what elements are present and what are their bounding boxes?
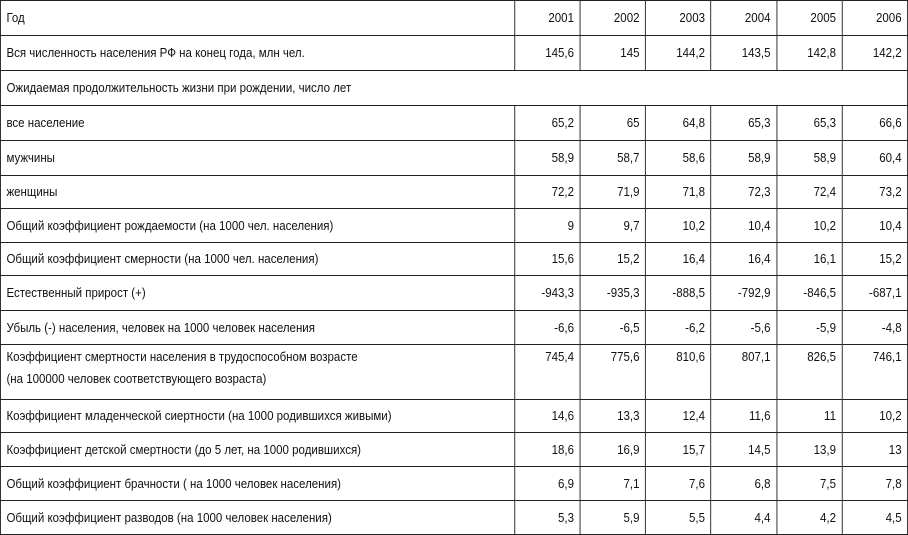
value-cell: 10,2	[842, 400, 908, 433]
value-cell: -846,5	[776, 276, 842, 311]
table-row	[0, 345, 907, 400]
value-cell: 11	[776, 400, 842, 433]
value-cell: 60,4	[842, 141, 908, 176]
value-cell: 71,8	[645, 176, 711, 209]
value-cell: -5,9	[776, 311, 842, 345]
year-cell: 2005	[776, 1, 842, 36]
value-cell: 16,4	[645, 243, 711, 276]
value-cell: 10,2	[776, 209, 842, 243]
value-cell: 7,6	[645, 467, 711, 501]
value-cell: -6,2	[645, 311, 711, 345]
value-cell: 5,5	[645, 501, 711, 535]
value-cell: 144,2	[645, 36, 711, 71]
value-cell: -935,3	[580, 276, 646, 311]
value-cell: 13	[842, 433, 908, 467]
value-cell: 71,9	[580, 176, 646, 209]
value-cell: 10,4	[842, 209, 908, 243]
value-cell: 7,8	[842, 467, 908, 501]
value-cell: 15,2	[842, 243, 908, 276]
year-cell: 2002	[580, 1, 646, 36]
value-cell: 15,6	[514, 243, 580, 276]
value-cell: -4,8	[842, 311, 908, 345]
value-cell: 72,3	[711, 176, 777, 209]
value-cell: 12,4	[645, 400, 711, 433]
row-label: Коэффициент детской смертности (до 5 лет, на 1000 родившихся)	[0, 433, 514, 467]
header-label-cell: Год	[0, 1, 514, 36]
value-cell: 16,4	[711, 243, 777, 276]
value-cell: 142,2	[842, 36, 908, 71]
value-cell: 145	[580, 36, 646, 71]
table-row	[0, 311, 907, 345]
value-cell: 18,6	[514, 433, 580, 467]
value-cell: 810,6	[645, 345, 711, 400]
value-cell: 66,6	[842, 106, 908, 141]
table-row	[0, 400, 907, 433]
row-label: Коэффициент младенческой сиертности (на 1000 родившихся живыми)	[0, 400, 514, 433]
year-cell: 2003	[645, 1, 711, 36]
section-row	[0, 71, 907, 106]
value-cell: 73,2	[842, 176, 908, 209]
value-cell: 58,9	[776, 141, 842, 176]
value-cell: 4,4	[711, 501, 777, 535]
table-row	[0, 141, 907, 176]
value-cell: 5,9	[580, 501, 646, 535]
value-cell: 13,3	[580, 400, 646, 433]
value-cell: 7,1	[580, 467, 646, 501]
value-cell: 58,9	[514, 141, 580, 176]
value-cell: 14,5	[711, 433, 777, 467]
row-label: Общий коэффициент рождаемости (на 1000 чел. населения)	[0, 209, 514, 243]
value-cell: 142,8	[776, 36, 842, 71]
value-cell: 15,2	[580, 243, 646, 276]
row-label: все население	[0, 106, 514, 141]
value-cell: 807,1	[711, 345, 777, 400]
value-cell: 65	[580, 106, 646, 141]
value-cell: 16,1	[776, 243, 842, 276]
value-cell: -943,3	[514, 276, 580, 311]
value-cell: 4,5	[842, 501, 908, 535]
value-cell: 9	[514, 209, 580, 243]
table-row	[0, 433, 907, 467]
value-cell: 72,2	[514, 176, 580, 209]
value-cell: 746,1	[842, 345, 908, 400]
value-cell: 10,2	[645, 209, 711, 243]
value-cell: 6,8	[711, 467, 777, 501]
value-cell: 4,2	[776, 501, 842, 535]
year-cell: 2004	[711, 1, 777, 36]
row-label: Убыль (-) населения, человек на 1000 человек населения	[0, 311, 514, 345]
value-cell: 16,9	[580, 433, 646, 467]
value-cell: 10,4	[711, 209, 777, 243]
value-cell: -5,6	[711, 311, 777, 345]
row-label: Естественный прирост (+)	[0, 276, 514, 311]
row-label	[0, 345, 514, 400]
value-cell: -687,1	[842, 276, 908, 311]
value-cell: 15,7	[645, 433, 711, 467]
row-label: женщины	[0, 176, 514, 209]
value-cell: -6,5	[580, 311, 646, 345]
value-cell: -6,6	[514, 311, 580, 345]
row-label-line-1: Коэффициент смертности населения в трудоспособном возрасте	[6, 350, 358, 364]
table-row	[0, 209, 907, 243]
row-label: Общий коэффициент брачности ( на 1000 человек населения)	[0, 467, 514, 501]
value-cell: 65,3	[776, 106, 842, 141]
row-label: Общий коэффициент разводов (на 1000 человек населения)	[0, 501, 514, 535]
value-cell: 775,6	[580, 345, 646, 400]
value-cell: 143,5	[711, 36, 777, 71]
section-label: Ожидаемая продолжительность жизни при рождении, число лет	[0, 71, 907, 106]
value-cell: 826,5	[776, 345, 842, 400]
table-row	[0, 501, 907, 535]
value-cell: -888,5	[645, 276, 711, 311]
value-cell: 58,9	[711, 141, 777, 176]
value-cell: 145,6	[514, 36, 580, 71]
value-cell: 65,3	[711, 106, 777, 141]
value-cell: 5,3	[514, 501, 580, 535]
value-cell: 64,8	[645, 106, 711, 141]
value-cell: 58,7	[580, 141, 646, 176]
table-row	[0, 467, 907, 501]
value-cell: 6,9	[514, 467, 580, 501]
table-row	[0, 36, 907, 71]
value-cell: 745,4	[514, 345, 580, 400]
table-row	[0, 243, 907, 276]
value-cell: 72,4	[776, 176, 842, 209]
year-cell: 2006	[842, 1, 908, 36]
value-cell: 65,2	[514, 106, 580, 141]
row-label: Вся численность населения РФ на конец года, млн чел.	[0, 36, 514, 71]
row-label-line-2: (на 100000 человек соответствующего возраста)	[6, 372, 267, 386]
value-cell: 9,7	[580, 209, 646, 243]
table-row	[0, 106, 907, 141]
year-cell: 2001	[514, 1, 580, 36]
value-cell: 58,6	[645, 141, 711, 176]
value-cell: 13,9	[776, 433, 842, 467]
value-cell: 14,6	[514, 400, 580, 433]
value-cell: 11,6	[711, 400, 777, 433]
header-row	[0, 1, 907, 36]
row-label: мужчины	[0, 141, 514, 176]
value-cell: 7,5	[776, 467, 842, 501]
table-row	[0, 276, 907, 311]
table-row	[0, 176, 907, 209]
value-cell: -792,9	[711, 276, 777, 311]
row-label: Общий коэффициент смерности (на 1000 чел. населения)	[0, 243, 514, 276]
